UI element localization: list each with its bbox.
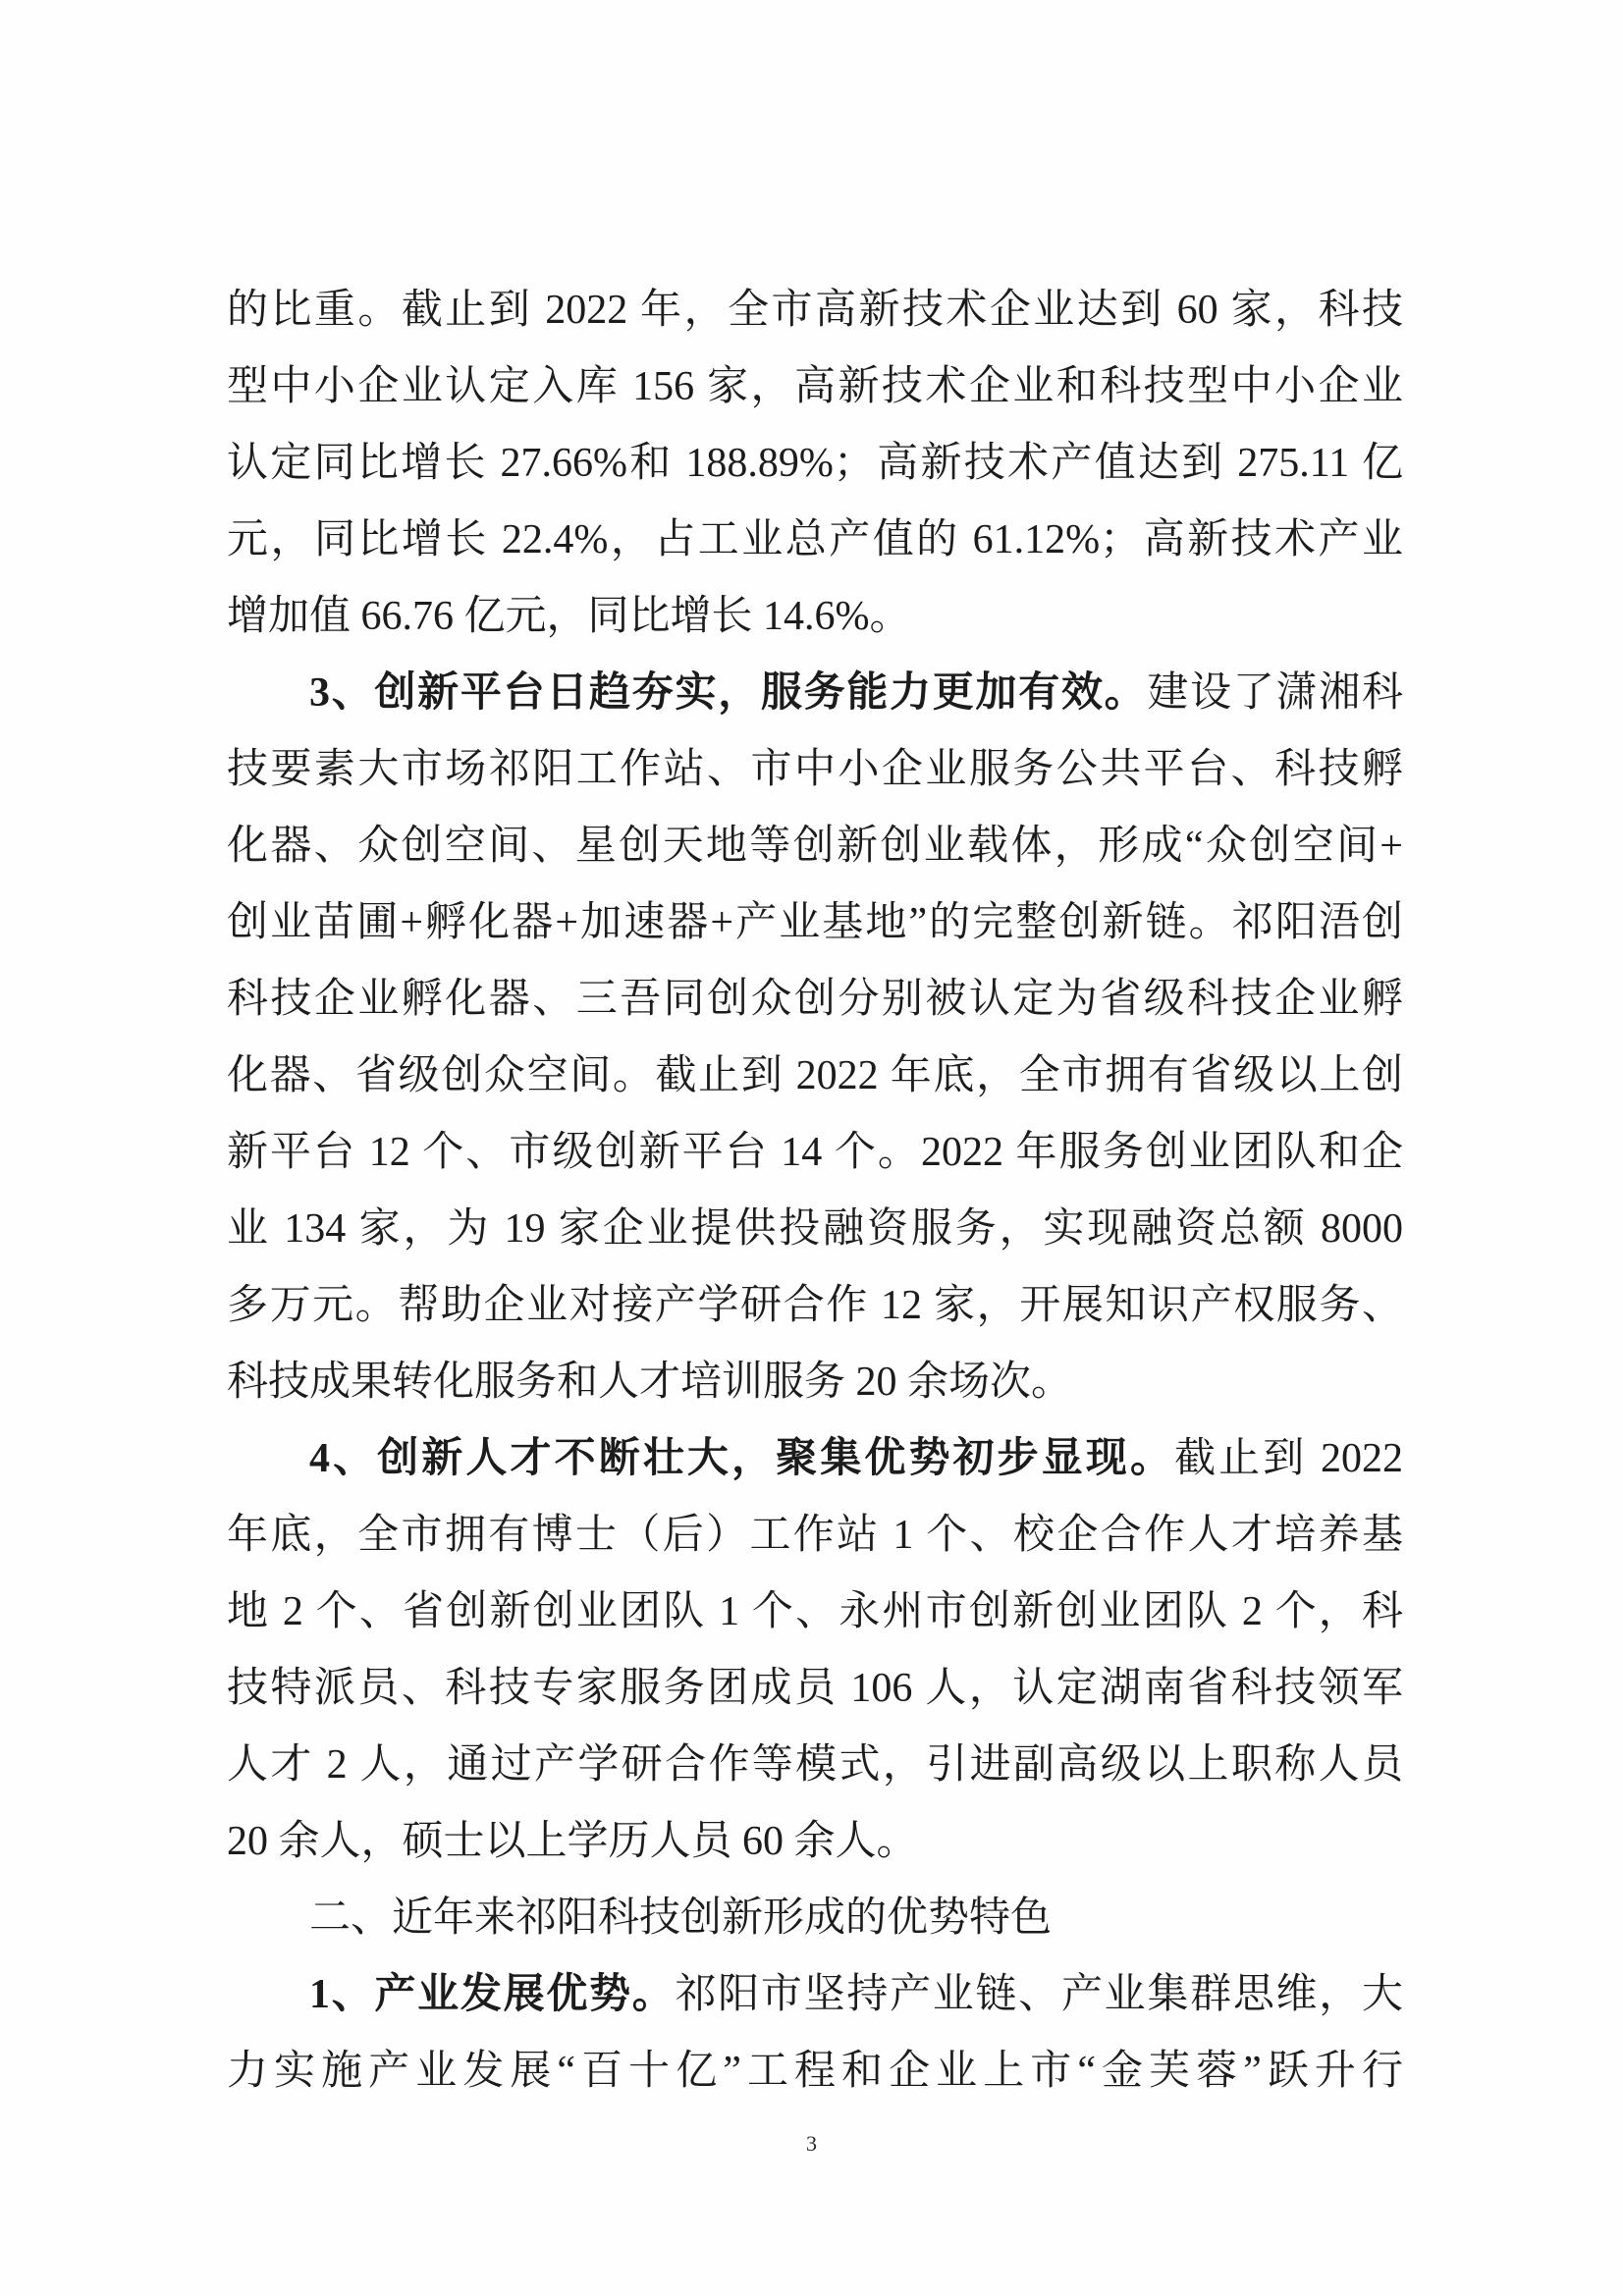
text-run: 技要素大市场祁阳工作站、市中小企业服务公共平台、科技孵 [227, 747, 1403, 792]
text-line [227, 1038, 1403, 1114]
text-line [227, 961, 1403, 1038]
text-line [227, 808, 1403, 884]
page-number: 3 [806, 2131, 817, 2156]
paragraph [227, 1420, 1403, 1880]
text-run: 截止到 2022 [1174, 1436, 1403, 1481]
text-line [227, 2033, 1403, 2109]
bold-lead-text: 3、创新平台日趋夯实，服务能力更加有效。 [309, 670, 1148, 716]
text-run: 人才 2 人，通过产学研合作等模式，引进副高级以上职称人员 [227, 1742, 1403, 1788]
text-run: 增加值 66.76 亿元，同比增长 14.6%。 [227, 594, 911, 639]
paragraph [227, 655, 1403, 1420]
text-run: 认定同比增长 27.66%和 188.89%；高新技术产值达到 275.11 亿 [227, 441, 1403, 486]
text-line [227, 1574, 1403, 1650]
text-run: 年底，全市拥有博士（后）工作站 1 个、校企合作人才培养基 [227, 1513, 1403, 1558]
text-line [227, 655, 1403, 731]
text-run: 的比重。截止到 2022 年，全市高新技术企业达到 60 家，科技 [227, 288, 1403, 333]
text-run: 地 2 个、省创新创业团队 1 个、永州市创新创业团队 2 个，科 [227, 1589, 1403, 1634]
bold-lead-text: 4、创新人才不断壮大，聚集优势初步显现。 [309, 1436, 1175, 1481]
text-line [227, 1650, 1403, 1727]
text-line [227, 1420, 1403, 1497]
bold-lead-text: 1、产业发展优势。 [309, 1972, 676, 2017]
text-line [227, 884, 1403, 961]
section-heading [227, 1880, 1403, 1956]
text-line [227, 1497, 1403, 1574]
text-run: 元，同比增长 22.4%，占工业总产值的 61.12%；高新技术产业 [227, 517, 1403, 562]
text-run: 祁阳市坚持产业链、产业集群思维，大 [675, 1972, 1403, 2017]
text-line [227, 578, 1403, 655]
text-line [227, 1267, 1403, 1344]
text-run: 化器、省级创众空间。截止到 2022 年底，全市拥有省级以上创 [227, 1053, 1403, 1098]
paragraph [227, 272, 1403, 655]
text-run: 二、近年来祁阳科技创新形成的优势特色 [309, 1896, 1053, 1941]
text-line [227, 731, 1403, 808]
text-line [227, 272, 1403, 348]
text-line [227, 1956, 1403, 2033]
text-run: 科技企业孵化器、三吾同创众创分别被认定为省级科技企业孵 [227, 977, 1403, 1022]
text-line [227, 425, 1403, 502]
text-line [227, 1191, 1403, 1267]
text-line [227, 1114, 1403, 1191]
text-line [227, 502, 1403, 578]
text-body [227, 272, 1403, 2109]
text-run: 创业苗圃+孵化器+加速器+产业基地”的完整创新链。祁阳浯创 [227, 900, 1403, 945]
text-line [227, 1880, 1403, 1956]
text-line [227, 348, 1403, 425]
text-run: 新平台 12 个、市级创新平台 14 个。2022 年服务创业团队和企 [227, 1130, 1403, 1175]
text-run: 技特派员、科技专家服务团成员 106 人，认定湖南省科技领军 [227, 1666, 1403, 1711]
text-run: 20 余人，硕士以上学历人员 60 余人。 [227, 1819, 918, 1864]
text-run: 多万元。帮助企业对接产学研合作 12 家，开展知识产权服务、 [227, 1283, 1403, 1328]
text-run: 业 134 家，为 19 家企业提供投融资服务，实现融资总额 8000 [227, 1206, 1403, 1252]
text-run: 力实施产业发展“百十亿”工程和企业上市“金芙蓉”跃升行 [227, 2049, 1403, 2094]
text-run: 建设了潇湘科 [1147, 670, 1403, 716]
text-line [227, 1803, 1403, 1880]
text-run: 型中小企业认定入库 156 家，高新技术企业和科技型中小企业 [227, 364, 1403, 409]
text-run: 化器、众创空间、星创天地等创新创业载体，形成“众创空间+ [227, 824, 1403, 869]
paragraph [227, 1956, 1403, 2109]
text-line [227, 1344, 1403, 1420]
text-line [227, 1727, 1403, 1803]
text-run: 科技成果转化服务和人才培训服务 20 余场次。 [227, 1360, 1073, 1405]
